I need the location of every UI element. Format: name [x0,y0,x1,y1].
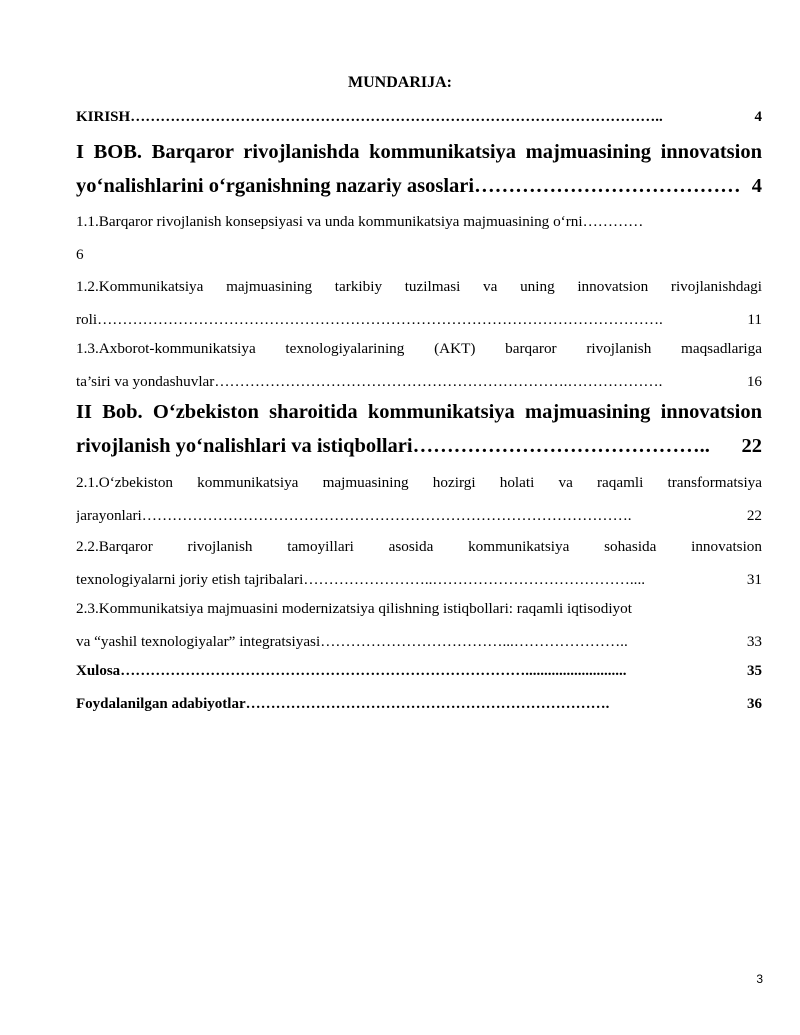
toc-section-title-cont: jarayonlari [76,507,142,524]
toc-page-number: 22 [741,435,762,457]
toc-leader-dots: ……………………..………………………………….... [303,571,646,588]
toc-section-title: 2.2.Barqaror rivojlanish tamoyillari asosida kommunikatsiya sohasida innovatsion [76,538,762,555]
toc-section-title-cont: ta’siri va yondashuvlar [76,373,215,390]
toc-section-title: 2.3.Kommunikatsiya majmuasini modernizatsiya qilishning istiqbollari: raqamli iqtisodiyot [76,600,632,617]
toc-leader-dots: …………………………………………………………………………………………………. [97,311,663,328]
toc-page-number: 35 [747,663,762,679]
toc-entry-xulosa[interactable] [76,661,762,681]
toc-page-number: 6 [76,246,84,263]
toc-page-number: 4 [754,109,762,125]
toc-entry-label: KIRISH [76,109,131,125]
toc-leader-dots: ………………………………………………………………. [245,696,610,712]
toc-entry-section-2-1[interactable] [76,466,762,532]
toc-chapter-title-line: rivojlanish yo‘nalishlari va istiqbollari [76,435,413,457]
page-number: 3 [756,972,763,986]
toc-page-number: 11 [747,311,762,328]
toc-section-title: 2.1.O‘zbekiston kommunikatsiya majmuasining hozirgi holati va raqamli transformatsiya [76,474,762,491]
toc-leader-dots: …………………………………………………………………………………………….. [130,109,663,125]
toc-page-number: 33 [746,633,762,650]
toc-section-title-cont: va “yashil texnologiyalar” integratsiyasi [76,633,321,650]
toc-leader-dots: ……………………………………………………………………………………. [141,507,632,524]
toc-entry-label: Xulosa [76,663,121,679]
toc-entry-section-1-3[interactable] [76,332,762,398]
toc-section-title: 1.2.Kommunikatsiya majmuasining tarkibiy tuzilmasi va uning innovatsion rivojlanishdagi [76,278,762,295]
toc-page-number: 4 [751,175,762,197]
toc-entry-section-2-3[interactable] [76,592,762,658]
toc-entry-chapter-2[interactable] [76,395,762,463]
toc-chapter-title-line: yo‘nalishlarini o‘rganishning nazariy asoslari [76,175,475,197]
toc-page-number: 16 [746,373,762,390]
toc-title: MUNDARIJA: [348,74,452,91]
toc-chapter-title-line: I BOB. Barqaror rivojlanishda kommunikatsiya majmuasining innovatsion [76,141,762,163]
toc-chapter-title-line: II Bob. O‘zbekiston sharoitida kommunikatsiya majmuasining innovatsion [76,401,762,423]
toc-leader-dots: ………………………………… [474,175,741,197]
toc-page-number: 22 [746,507,762,524]
toc-entry-section-2-2[interactable] [76,530,762,596]
toc-section-title-cont: texnologiyalarni joriy etish tajribalari [76,571,304,588]
toc-page-number: 31 [746,571,762,588]
toc-section-title: 1.1.Barqaror rivojlanish konsepsiyasi va unda kommunikatsiya majmuasining o‘rni………… [76,213,644,230]
toc-page-number: 36 [747,696,762,712]
toc-leader-dots: ………………………………………………………………………........................... [120,663,627,679]
toc-entry-section-1-2[interactable] [76,270,762,336]
toc-leader-dots: …………………………………….. [412,435,710,457]
toc-section-title-cont: roli [76,311,98,328]
toc-entry-kirish[interactable] [76,107,762,127]
toc-leader-dots: ………………………………...………………….. [320,633,628,650]
toc-entry-chapter-1[interactable] [76,135,762,203]
toc-leader-dots: …………………………………………………………….………………. [214,373,663,390]
toc-entry-label: Foydalanilgan adabiyotlar [76,696,246,712]
toc-entry-adabiyotlar[interactable] [76,694,762,714]
toc-section-title: 1.3.Axborot-kommunikatsiya texnologiyalarining (AKT) barqaror rivojlanish maqsadlariga [76,340,762,357]
toc-entry-section-1-1[interactable] [76,205,762,271]
